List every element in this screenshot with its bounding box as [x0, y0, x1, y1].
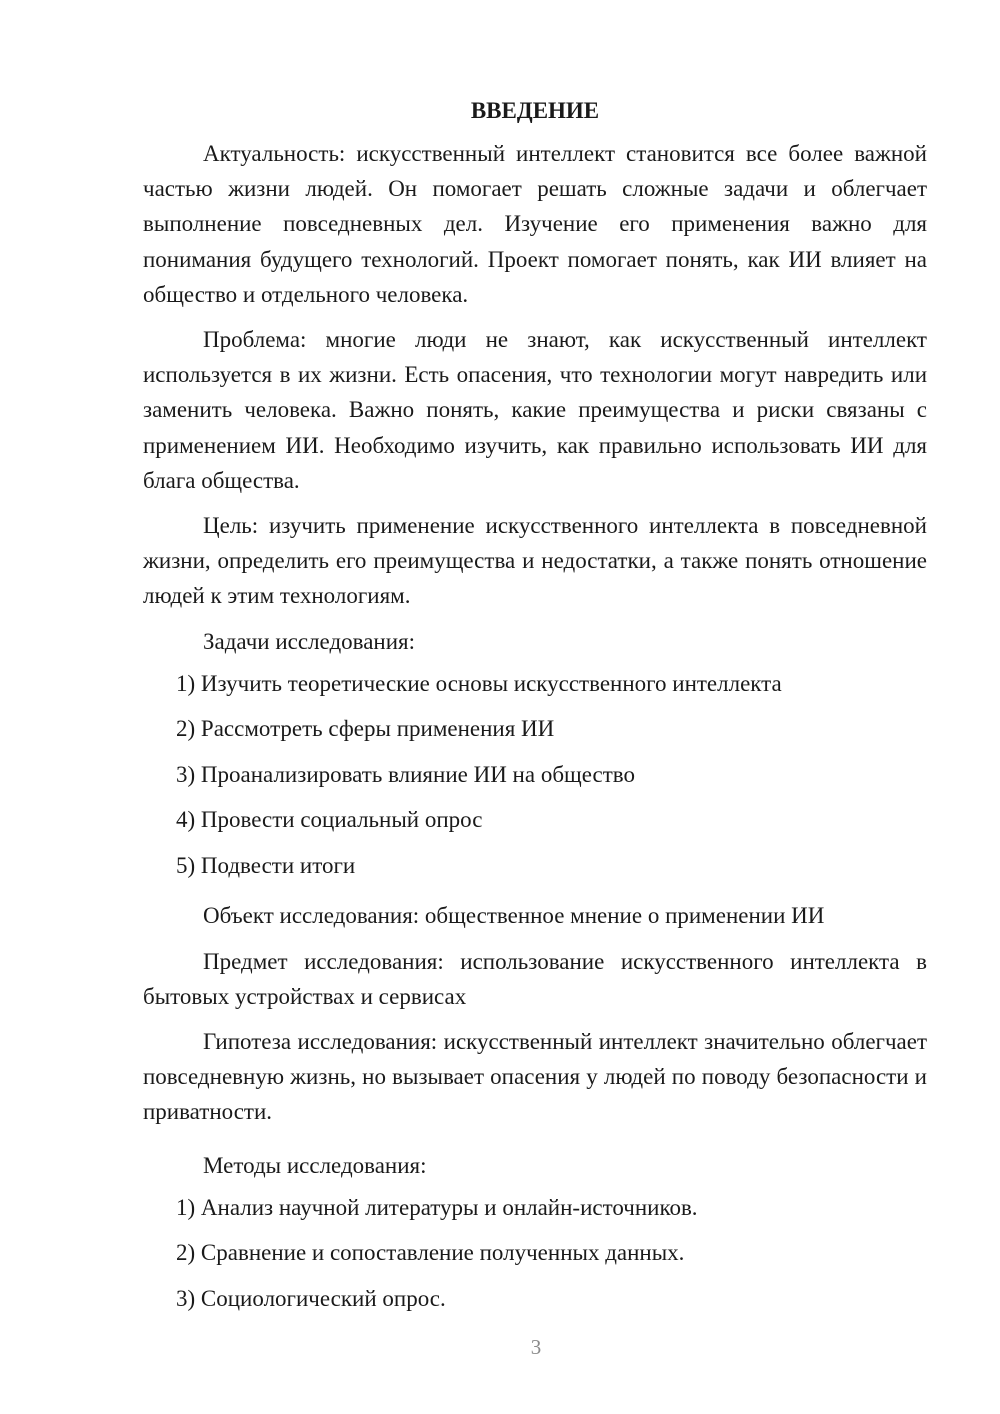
list-item: 2) Сравнение и сопоставление полученных данных. — [176, 1240, 685, 1266]
object-line: Объект исследования: общественное мнение о применении ИИ — [203, 903, 825, 929]
list-item: 2) Рассмотреть сферы применения ИИ — [176, 716, 555, 742]
methods-title: Методы исследования: — [203, 1152, 427, 1178]
list-item: 4) Провести социальный опрос — [176, 807, 483, 833]
tasks-list — [143, 661, 927, 889]
list-item: 5) Подвести итоги — [176, 852, 356, 878]
list-item: 3) Проанализировать влияние ИИ на общество — [176, 761, 635, 787]
list-item: 1) Изучить теоретические основы искусственного интеллекта — [176, 670, 782, 696]
list-item: 3) Социологический опрос. — [176, 1285, 446, 1311]
hypothesis-paragraph: Гипотеза исследования: искусственный интеллект значительно облегчает повседневную жизнь, но вызывает опасения у людей по поводу безопасности и приватности. — [143, 1028, 927, 1125]
subject-paragraph: Предмет исследования: использование искусственного интеллекта в бытовых устройствах и сервисах — [143, 948, 927, 1009]
problem-paragraph: Проблема: многие люди не знают, как искусственный интеллект используется в их жизни. Есть опасения, что технологии могут навредить или заменить человека. Важно понять, какие преимущества и риски связаны с применением ИИ. Необходимо изучить, как правильно использовать ИИ для блага общества. — [143, 327, 927, 493]
section-heading: ВВЕДЕНИЕ — [470, 98, 600, 123]
tasks-title: Задачи исследования: — [203, 628, 416, 654]
list-item: 1) Анализ научной литературы и онлайн-источников. — [176, 1194, 698, 1220]
relevance-paragraph: Актуальность: искусственный интеллект становится все более важной частью жизни людей. Он помогает решать сложные задачи и облегчает выполнение повседневных дел. Изучение его применения важно для понимания будущего технологий. Проект помогает понять, как ИИ влияет на общество и отдельного человека. — [143, 141, 927, 307]
goal-paragraph: Цель: изучить применение искусственного интеллекта в повседневной жизни, определить его преимущества и недостатки, а также понять отношение людей к этим технологиям. — [143, 513, 927, 609]
page-content — [143, 96, 927, 1321]
page-number: 3 — [530, 1335, 542, 1359]
methods-list — [143, 1185, 927, 1322]
